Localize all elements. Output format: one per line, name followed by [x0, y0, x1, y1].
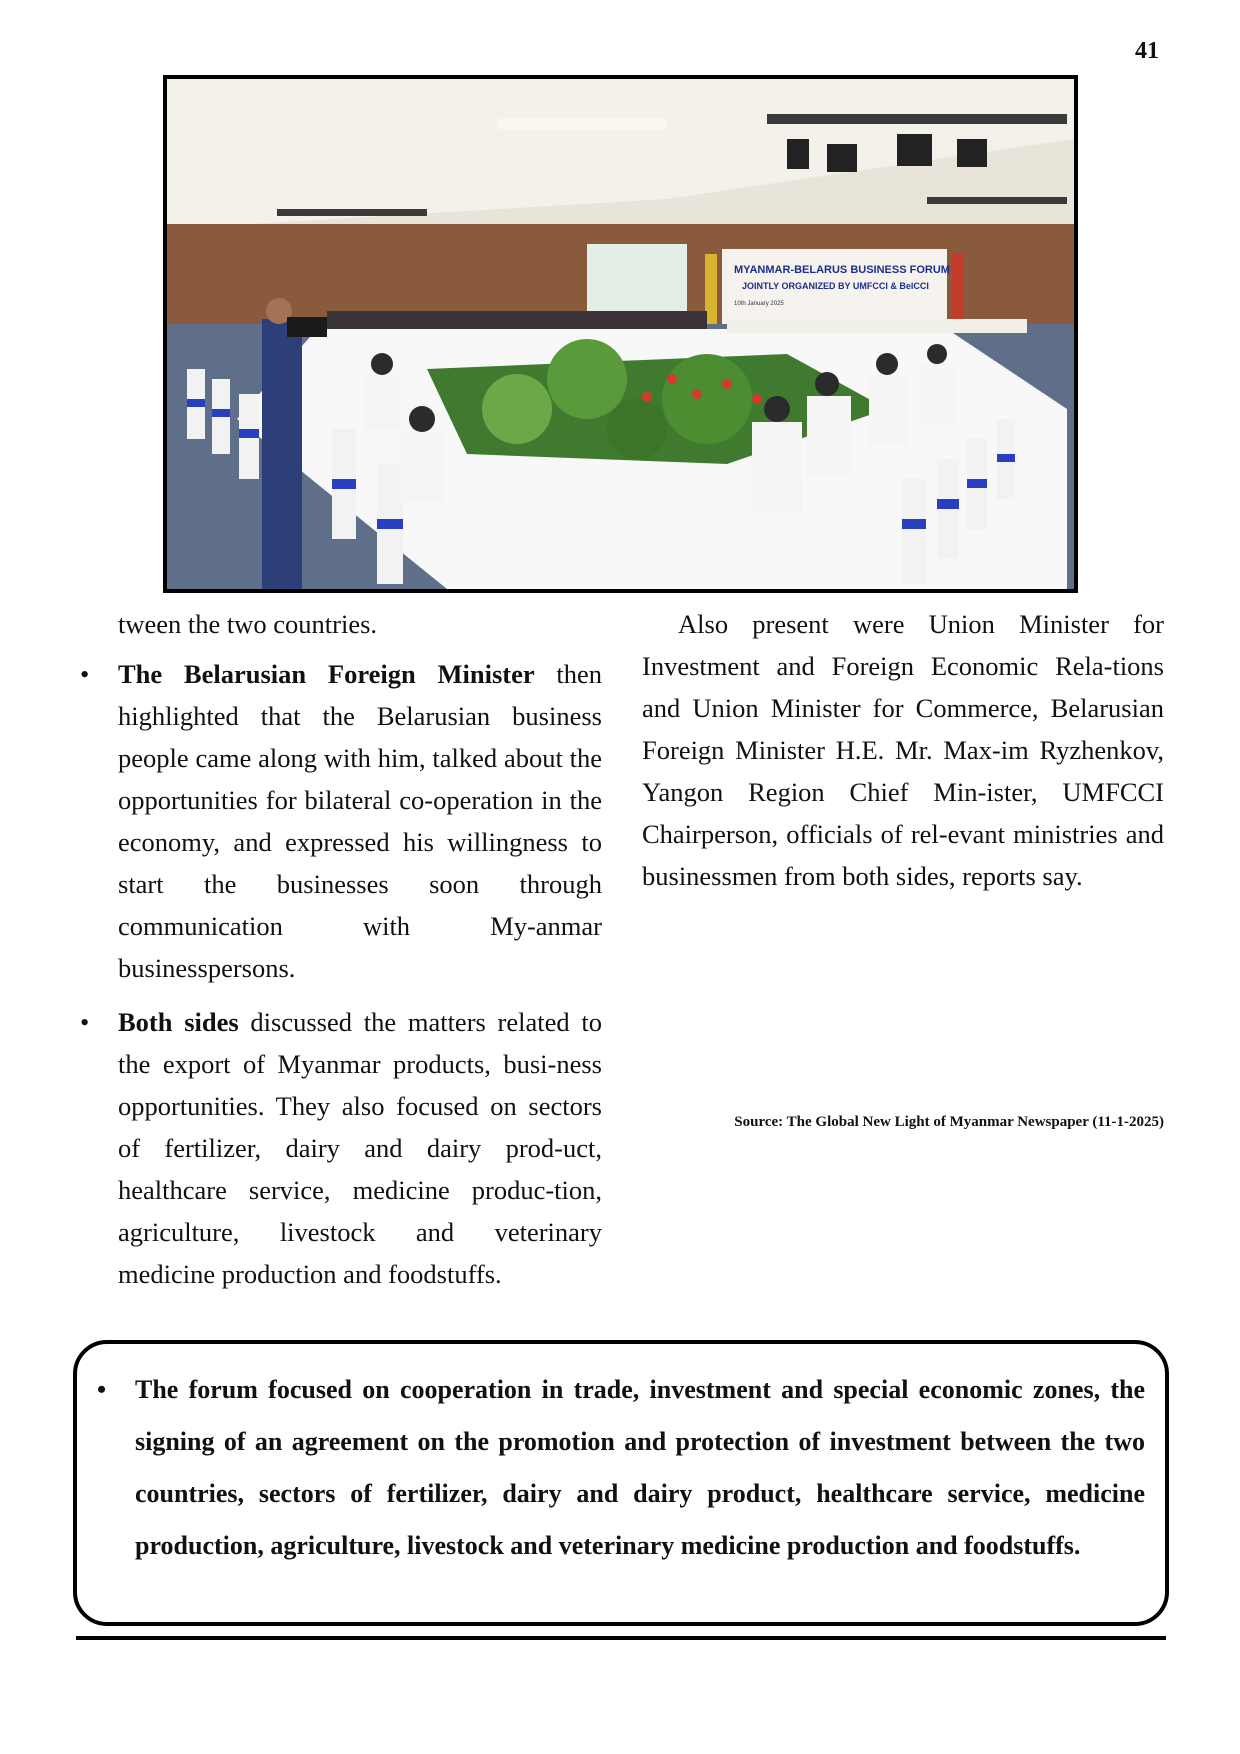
bullet-list	[80, 653, 602, 1295]
bottom-divider	[76, 1636, 1166, 1640]
page-number: 41	[1135, 38, 1159, 64]
conference-photo-illustration	[167, 79, 1074, 589]
attendees-paragraph: Also present were Union Minister for Investment and Foreign Economic Rela-tions and Union Minister for Commerce, Belarusian Foreign Minister H.E. Mr. Max-im Ryzhenkov, Yangon Region Chief Min-ister, UMFCCI Chairperson, officials of rel-evant ministries and businessmen from both sides, reports say.	[642, 609, 1164, 891]
conference-photo	[163, 75, 1078, 593]
continued-text: tween the two countries.	[118, 609, 378, 639]
banner-date: 10th January 2025	[734, 301, 784, 307]
bullet-lead: Both sides	[118, 1007, 239, 1037]
source-citation: Source: The Global New Light of Myanmar Newspaper (11-1-2025)	[734, 1114, 1164, 1130]
bullet-lead: The Belarusian Foreign Minister	[118, 659, 535, 689]
list-item	[80, 653, 602, 989]
summary-text: The forum focused on cooperation in trade, investment and special economic zones, the signing of an agreement on the promotion and protection of investment between the two countries, sectors of fertilizer, dairy and dairy product, healthcare service, medicine production, agriculture, livestock and veterinary medicine production and foodstuffs.	[135, 1375, 1145, 1560]
list-item	[80, 1001, 602, 1295]
right-column	[642, 603, 1164, 897]
bullet-text: discussed the matters related to the export of Myanmar products, busi-ness opportunities. They also focused on sectors of fertilizer, dairy and dairy prod-uct, healthcare service, medicine produc-tion, agriculture, livestock and veterinary medicine production and foodstuffs.	[118, 1007, 602, 1289]
bullet-marker: •	[97, 1375, 107, 1404]
banner-organizers: JOINTLY ORGANIZED BY UMFCCI & BelCCI	[742, 281, 929, 291]
left-column	[80, 603, 602, 1307]
summary-box	[73, 1340, 1169, 1626]
bullet-text: then highlighted that the Belarusian business people came along with him, talked about the opportunities for bilateral co-operation in the economy, and expressed his willingness to start the businesses soon through communication with My-anmar businesspersons.	[118, 659, 603, 983]
banner-title: MYANMAR-BELARUS BUSINESS FORUM	[734, 264, 950, 276]
